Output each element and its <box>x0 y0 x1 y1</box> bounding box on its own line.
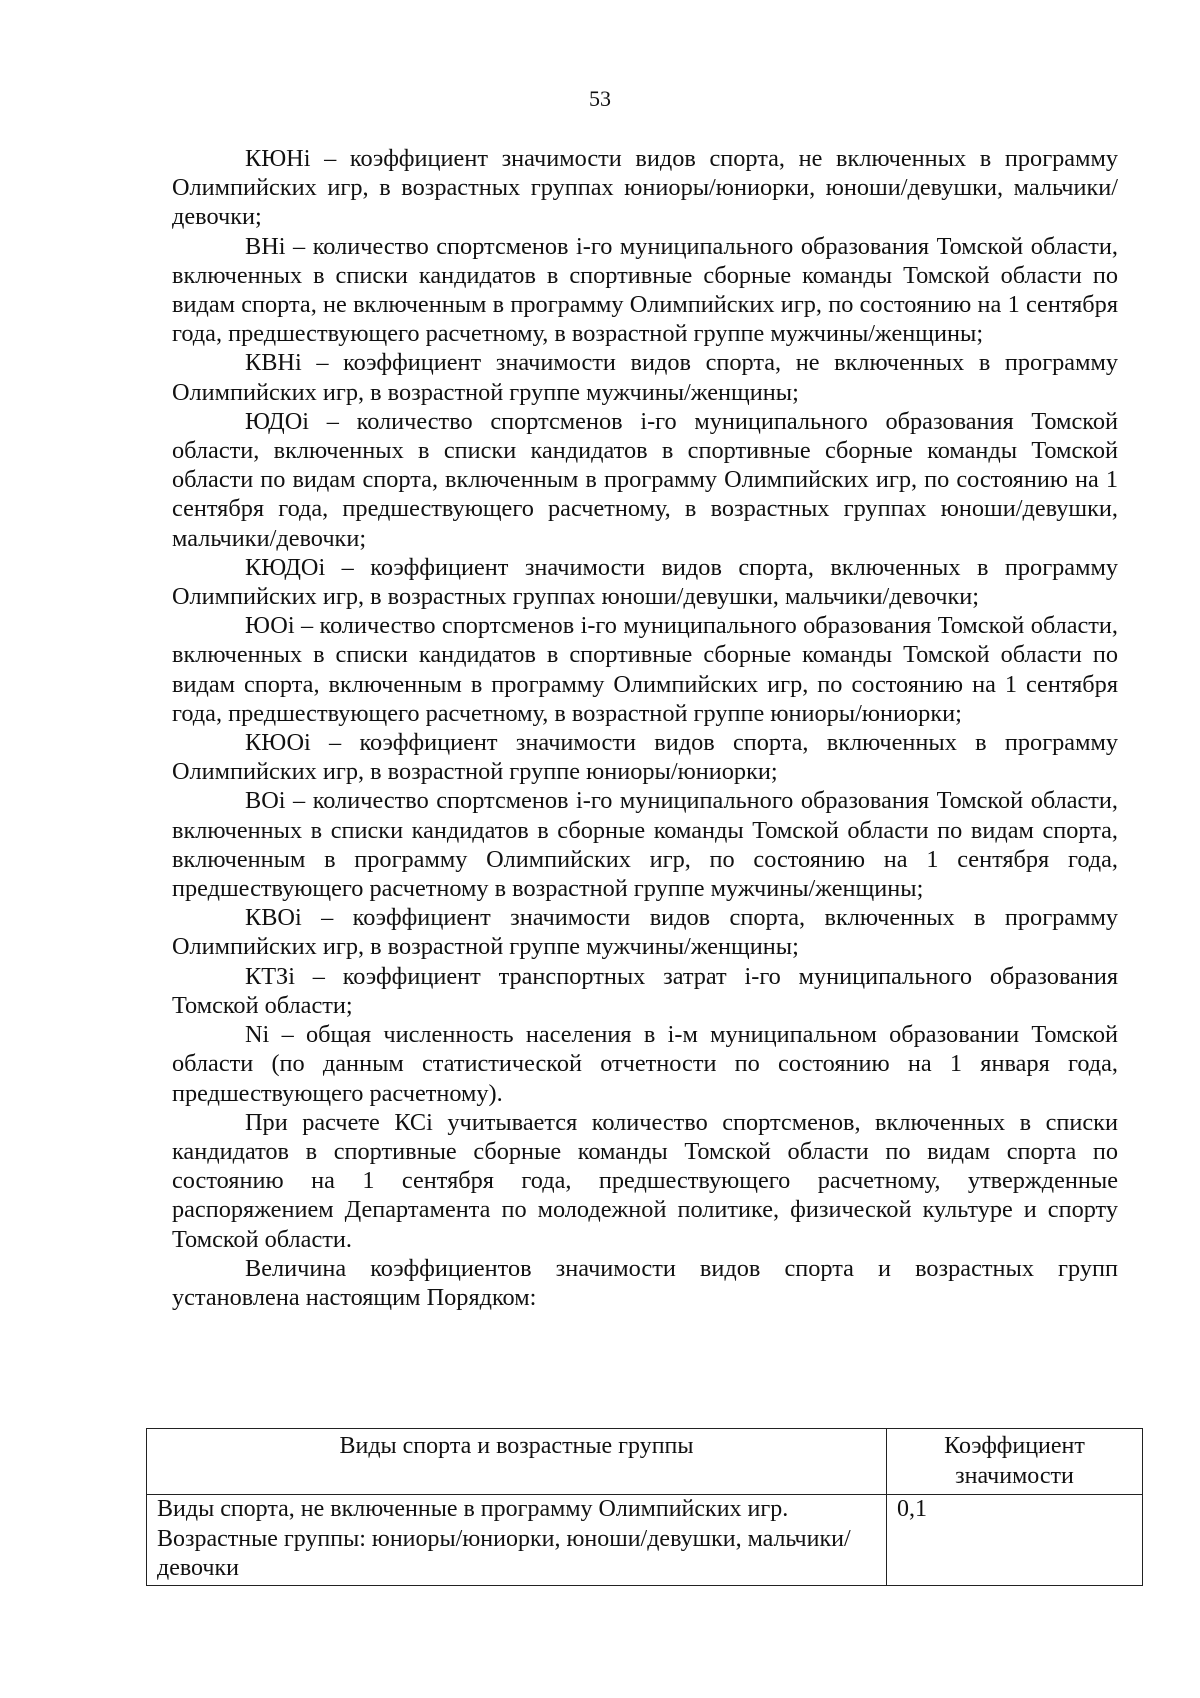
definition-ktzi: КТЗі – коэффициент транспортных затрат і-го муниципального образования Томской области; <box>172 962 1118 1019</box>
definition-kyuoi: КЮОі – коэффициент значимости видов спорта, включенных в программу Олимпийских игр, в возрастной группе юниоры/юниорки; <box>172 729 1118 786</box>
definition-yuoi: ЮОі – количество спортсменов і-го муниципального образования Томской области, включенных в списки кандидатов в спортивные сборные команды Томской области по видам спорта, включенным в программу Олимпийских игр, по состоянию на 1 сентября года, предшествующего расчетному, в возрастной группе юниоры/юниорки; <box>172 612 1118 727</box>
definition-voi: ВОі – количество спортсменов і-го муниципального образования Томской области, включенных в списки кандидатов в сборные команды Томской области по видам спорта, включенным в программу Олимпийских игр, по состоянию на 1 сентября года, предшествующего расчетному в возрастной группе мужчины/женщины; <box>172 787 1118 903</box>
table-header-row <box>147 1429 1143 1495</box>
table-row <box>147 1495 1143 1586</box>
page-number: 53 <box>589 86 611 111</box>
table-intro: Величина коэффициентов значимости видов спорта и возрастных групп установлена настоящим Порядком: <box>172 1254 1118 1311</box>
header-sport-groups: Виды спорта и возрастные группы <box>147 1429 887 1495</box>
definition-vni: ВНі – количество спортсменов і-го муниципального образования Томской области, включенных в списки кандидатов в спортивные сборные команды Томской области по видам спорта, не включенным в программу Олимпийских игр, по состоянию на 1 сентября года, предшествующего расчетному, в возрастной группе мужчины/женщины; <box>172 232 1118 348</box>
definition-kyudoi: КЮДОі – коэффициент значимости видов спорта, включенных в программу Олимпийских игр, в возрастных группах юноши/девушки, мальчики/девочки; <box>172 553 1118 611</box>
cell-coefficient: 0,1 <box>887 1495 1143 1586</box>
calculation-note: При расчете КСі учитывается количество спортсменов, включенных в списки кандидатов в спортивные сборные команды Томской области по видам спорта по состоянию на 1 сентября года, предшествующего расчетному, утвержденные распоряжением Департамента по молодежной политике, физической культуре и спорту Томской области. <box>172 1108 1118 1253</box>
definition-yudoi: ЮДОі – количество спортсменов і-го муниципального образования Томской области, включенных в списки кандидатов в спортивные сборные команды Томской области по видам спорта, включенным в программу Олимпийских игр, по состоянию на 1 сентября года, предшествующего расчетному, в возрастных группах юноши/девушки, мальчики/девочки; <box>172 407 1118 552</box>
definition-kvni: КВНі – коэффициент значимости видов спорта, не включенных в программу Олимпийских игр, в возрастной группе мужчины/женщины; <box>172 349 1118 406</box>
coefficient-table <box>146 1428 1143 1586</box>
document-body <box>172 144 1118 1312</box>
definition-ni: Nі – общая численность населения в і-м муниципальном образовании Томской области (по данным статистической отчетности по состоянию на 1 января года, предшествующего расчетному). <box>172 1021 1118 1107</box>
definition-kvoi: КВОі – коэффициент значимости видов спорта, включенных в программу Олимпийских игр, в возрастной группе мужчины/женщины; <box>172 904 1118 961</box>
cell-sport-group: Виды спорта, не включенные в программу Олимпийских игр. Возрастные группы: юниоры/юниорки, юноши/девушки, мальчики/девочки <box>147 1495 887 1586</box>
header-coefficient: Коэффициент значимости <box>887 1429 1143 1495</box>
definition-kyuni: КЮНі – коэффициент значимости видов спорта, не включенных в программу Олимпийских игр, в возрастных группах юниоры/юниорки, юноши/девушки, мальчики/девочки; <box>172 145 1118 231</box>
